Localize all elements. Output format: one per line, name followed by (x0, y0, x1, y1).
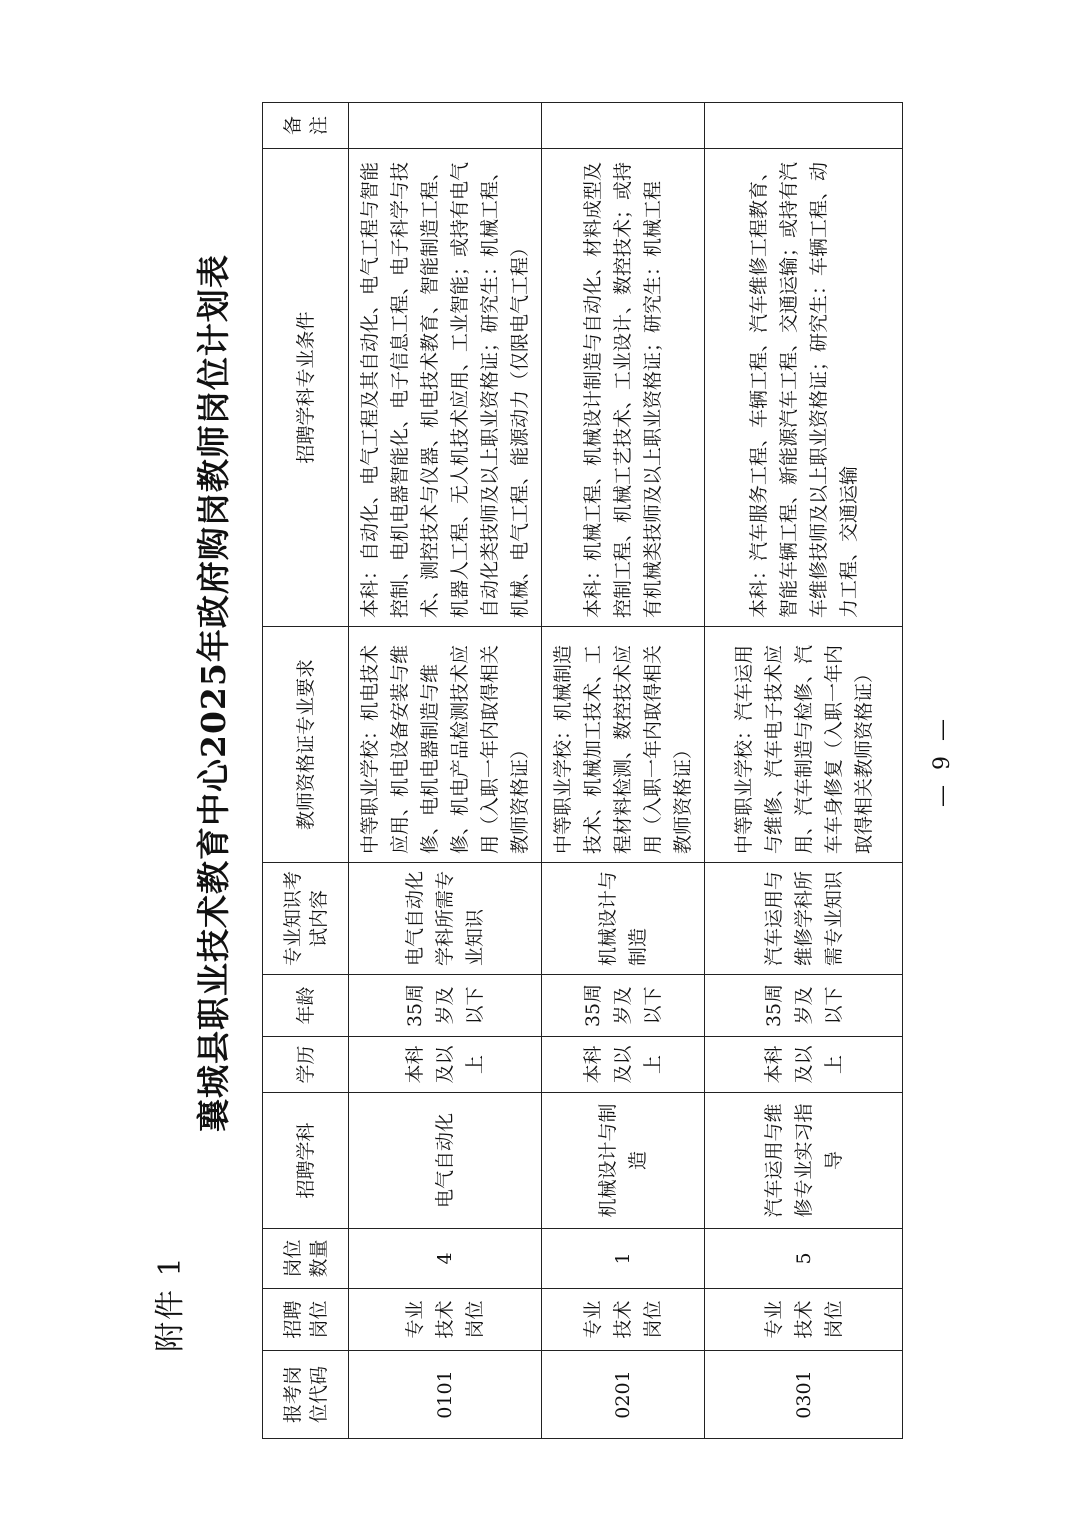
cell-position: 专业技术岗位 (542, 1289, 705, 1351)
header-exam: 专业知识考试内容 (263, 863, 349, 975)
cell-count: 1 (542, 1229, 705, 1289)
position-plan-table (262, 102, 903, 1439)
cell-remark (705, 103, 903, 149)
header-position: 招聘岗位 (263, 1289, 349, 1351)
cell-age: 35周岁及以下 (705, 975, 903, 1037)
page-title: 襄城县职业技术教育中心2025年政府购岗教师岗位计划表 (194, 254, 233, 1132)
cell-teacher-cert: 中等职业学校：汽车运用与维修、汽车电子技术应用、汽车制造与检修、汽车车身修复（入职一年内取得相关教师资格证） (705, 627, 903, 863)
table-row (705, 103, 903, 1439)
cell-position: 专业技术岗位 (349, 1289, 542, 1351)
header-age: 年龄 (263, 975, 349, 1037)
header-education: 学历 (263, 1037, 349, 1093)
cell-major: 本科：自动化、电气工程及其自动化、电气工程与智能控制、电机电器智能化、电子信息工程、电子科学与技术、测控技术与仪器、机电技术教育、智能制造工程、机器人工程、无人机技术应用、工业智能；或持有电气自动化类技师及以上职业资格证；研究生：机械工程、机械、电气工程、能源动力（仅限电气工程） (349, 149, 542, 627)
header-subject: 招聘学科 (263, 1093, 349, 1229)
cell-count: 4 (349, 1229, 542, 1289)
header-count: 岗位数量 (263, 1229, 349, 1289)
cell-subject: 机械设计与制造 (542, 1093, 705, 1229)
cell-exam: 机械设计与制造 (542, 863, 705, 975)
cell-education: 本科及以上 (705, 1037, 903, 1093)
cell-age: 35周岁及以下 (542, 975, 705, 1037)
page-number: — 9 — (930, 715, 955, 807)
cell-exam: 汽车运用与维修学科所需专业知识 (705, 863, 903, 975)
table-row (542, 103, 705, 1439)
cell-code: 0201 (542, 1351, 705, 1439)
cell-education: 本科及以上 (349, 1037, 542, 1093)
cell-count: 5 (705, 1229, 903, 1289)
header-remark: 备注 (263, 103, 349, 149)
cell-position: 专业技术岗位 (705, 1289, 903, 1351)
cell-teacher-cert: 中等职业学校：机械制造技术、机械加工技术、工程材料检测、数控技术应用（入职一年内取得相关教师资格证） (542, 627, 705, 863)
cell-education: 本科及以上 (542, 1037, 705, 1093)
cell-major: 本科：汽车服务工程、车辆工程、汽车维修工程教育、智能车辆工程、新能源汽车工程、交通运输；或持有汽车维修技师及以上职业资格证；研究生：车辆工程、动力工程、交通运输 (705, 149, 903, 627)
cell-age: 35周岁及以下 (349, 975, 542, 1037)
cell-remark (542, 103, 705, 149)
header-major: 招聘学科专业条件 (263, 149, 349, 627)
cell-exam: 电气自动化学科所需专业知识 (349, 863, 542, 975)
cell-remark (349, 103, 542, 149)
header-code: 报考岗位代码 (263, 1351, 349, 1439)
table-header-row (263, 103, 349, 1439)
cell-major: 本科：机械工程、机械设计制造与自动化、材料成型及控制工程、机械工艺技术、工业设计、数控技术；或持有机械类技师及以上职业资格证；研究生：机械工程 (542, 149, 705, 627)
cell-code: 0101 (349, 1351, 542, 1439)
table-row (349, 103, 542, 1439)
cell-teacher-cert: 中等职业学校：机电技术应用、机电设备安装与维修、电机电器制造与维修、机电产品检测技术应用（入职一年内取得相关教师资格证） (349, 627, 542, 863)
cell-subject: 汽车运用与维修专业实习指导 (705, 1093, 903, 1229)
attachment-label: 附件 1 (153, 1255, 188, 1352)
cell-subject: 电气自动化 (349, 1093, 542, 1229)
cell-code: 0301 (705, 1351, 903, 1439)
header-teacher-cert: 教师资格证专业要求 (263, 627, 349, 863)
